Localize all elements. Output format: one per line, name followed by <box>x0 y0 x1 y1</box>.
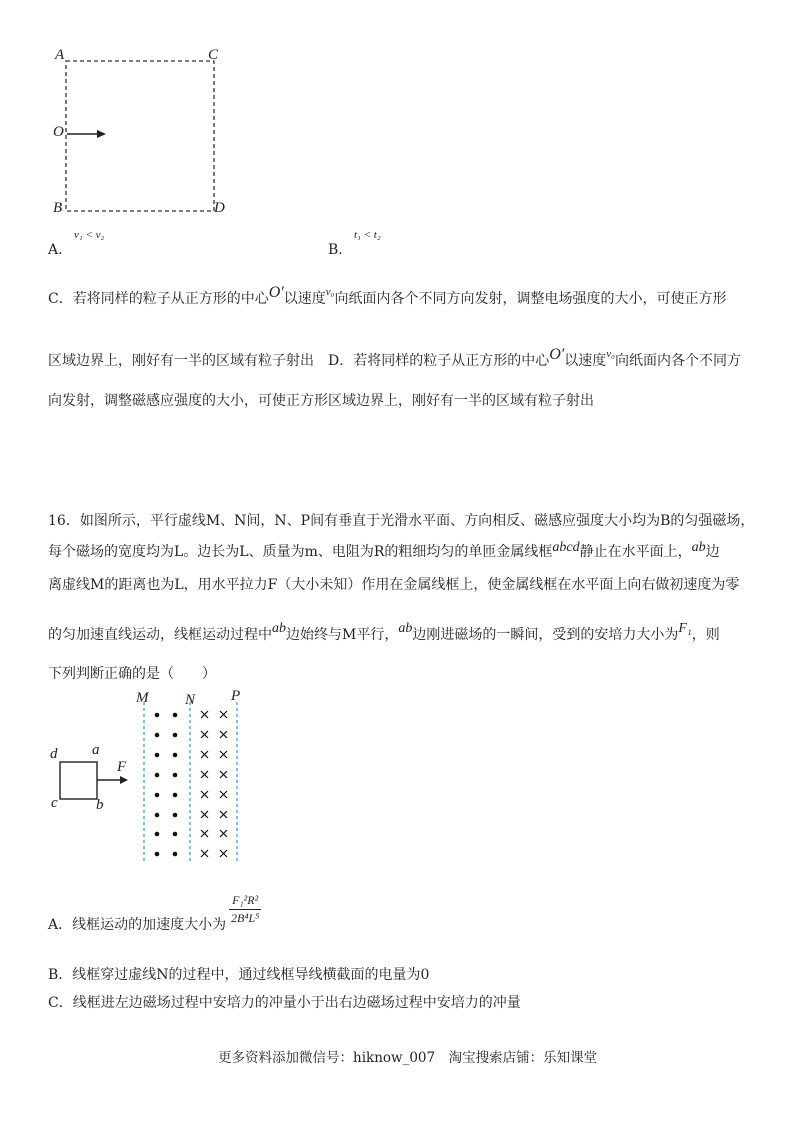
ab-symbol-2: ab <box>272 621 286 636</box>
q16-line2 <box>48 542 720 563</box>
q16-option-a-text: A．线框运动的加速度大小为 <box>48 917 227 933</box>
option-c-line <box>48 284 727 310</box>
fig1-label-d: D <box>214 200 225 216</box>
option-b-expr: t₁ < t₂ <box>354 229 381 241</box>
o-prime-symbol: O′ <box>268 284 284 301</box>
fig2-label-f: F <box>117 759 127 775</box>
q16-line3: 离虚线M的距离也为L，用水平拉力F（大小未知）作用在金属线框上，使金属线框在水平面上向右做初速度为零 <box>48 577 740 593</box>
wire-frame-abcd <box>60 762 97 799</box>
q16-line4a: 的匀加速直线运动，线框运动过程中 <box>48 627 272 643</box>
velocity-arrowhead <box>97 130 106 138</box>
ab-symbol-3: ab <box>398 621 413 636</box>
fig2-label-a: a <box>92 742 100 758</box>
fig1-label-a: A <box>55 47 65 63</box>
footer-note: 更多资料添加微信号：hiknow_007 淘宝搜索店铺：乐知课堂 <box>218 1050 598 1066</box>
q16-line2c: 边 <box>705 544 720 560</box>
fraction-numerator: F₁²R² <box>232 893 259 907</box>
q16-option-a-fraction <box>229 893 261 926</box>
fig2-label-c: c <box>51 795 58 811</box>
q16-line2-text: 每个磁场的宽度均为L。边长为L、质量为m、电阻为R的粗细均匀的单匝金属线框 <box>48 544 553 560</box>
ab-symbol: ab <box>691 540 706 555</box>
q16-line5: 下列判断正确的是（ ） <box>48 666 216 682</box>
option-a-label: A. <box>48 242 63 258</box>
option-cd-mid: 以速度 <box>564 353 607 369</box>
q16-line4c: 边刚进磁场的一瞬间，受到的安培力大小为 <box>412 627 679 643</box>
f1-symbol: F₁ <box>678 621 692 636</box>
field-crosses <box>201 711 227 857</box>
field-dots <box>155 713 178 857</box>
fraction-denominator: 2B⁴L⁵ <box>231 911 260 925</box>
q16-line4 <box>48 621 720 646</box>
option-cd-prefix: 区域边界上，刚好有一半的区域有粒子射出 D．若将同样的粒子从正方形的中心 <box>48 353 550 369</box>
fig1-label-c: C <box>208 47 219 63</box>
option-c-prefix: C．若将同样的粒子从正方形的中心 <box>48 291 269 307</box>
o-prime-symbol-2: O′ <box>549 346 565 363</box>
dashed-square <box>66 61 214 211</box>
option-d-line2: 向发射，调整磁感应强度的大小，可使正方形区域边界上，刚好有一半的区域有粒子射出 <box>48 393 594 409</box>
fig1-label-b: B <box>53 200 63 216</box>
abcd-symbol: abcd <box>552 540 580 555</box>
q16-line1: 16．如图所示，平行虚线M、N间，N、P间有垂直于光滑水平面、方向相反、磁感应强度大小均为B的匀强磁场， <box>48 513 755 529</box>
fig2-label-n: N <box>185 692 196 708</box>
figure-magnetic-field <box>40 688 260 868</box>
q16-option-b: B．线框穿过虚线N的过程中，通过线框导线横截面的电量为0 <box>48 967 430 983</box>
option-c-suffix: 向纸面内各个不同方向发射，调整电场强度的大小，可使正方形 <box>334 291 727 307</box>
option-b-label: B. <box>328 242 343 258</box>
v0-symbol-2: v₀ <box>606 348 616 360</box>
fig1-label-o: O <box>53 124 64 140</box>
q16-line4b: 边始终与M平行， <box>286 627 399 643</box>
force-arrowhead <box>120 776 128 784</box>
fig2-label-d: d <box>50 746 58 762</box>
fig2-label-m: M <box>136 690 149 706</box>
option-a-expr: v₁ < v₂ <box>74 229 105 241</box>
q16-line2b: 静止在水平面上， <box>579 544 692 560</box>
v0-symbol: v₀ <box>325 286 335 298</box>
fig2-label-p: P <box>231 688 241 704</box>
option-cd-line <box>48 346 742 372</box>
option-c-mid: 以速度 <box>283 291 326 307</box>
fig2-label-b: b <box>96 797 104 813</box>
q16-option-c: C．线框进左边磁场过程中安培力的冲量小于出右边磁场过程中安培力的冲量 <box>48 995 521 1011</box>
option-cd-suffix: 向纸面内各个不同方 <box>615 353 742 369</box>
q16-line4d: ，则 <box>691 627 720 643</box>
